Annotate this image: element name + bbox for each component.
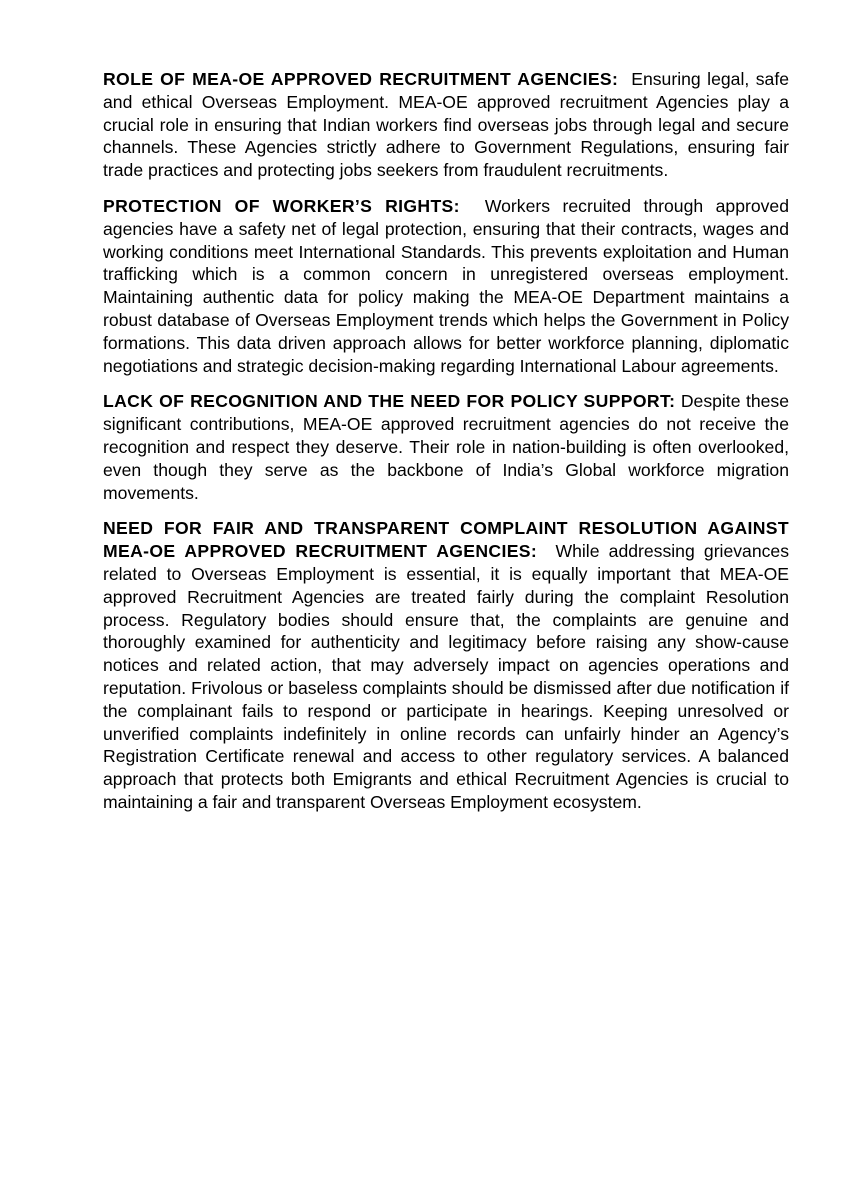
section-body: Despite these significant contributions, MEA-OE approved recruitment agencies do not receive the recognition and respect they deserve. Their role in nation-building is often overlooked, even though they serve as the backbone of India’s Global workforce migration movements. xyxy=(103,391,790,503)
section-body: Ensuring legal, safe and ethical Overseas Employment. MEA-OE approved recruitment Agencies play a crucial role in ensuring that Indian workers find overseas jobs through legal and secure channels. These Agencies strictly adhere to Government Regulations, ensuring fair trade practices and protecting jobs seekers from fraudulent recruitments. xyxy=(103,69,790,181)
section-heading: NEED FOR FAIR AND TRANSPARENT COMPLAINT RESOLUTION AGAINST MEA-OE APPROVED RECRUITMENT AGENCIES: xyxy=(103,518,789,562)
section-heading: ROLE OF MEA-OE APPROVED RECRUITMENT AGENCIES: xyxy=(103,69,619,89)
paragraph-complaint-resolution xyxy=(103,517,789,813)
paragraph-role-of-agencies xyxy=(103,68,789,182)
document-page xyxy=(103,68,789,827)
section-body: Workers recruited through approved agencies have a safety net of legal protection, ensuring that their contracts, wages and working conditions meet International Standards. This prevents exploitation and Human trafficking which is a common concern in unregistered overseas employment. Maintaining authentic data for policy making the MEA-OE Department maintains a robust database of Overseas Employment trends which helps the Government in Policy formations. This data driven approach allows for better workforce planning, diplomatic negotiations and strategic decision-making regarding International Labour agreements. xyxy=(103,195,790,376)
paragraph-worker-rights xyxy=(103,195,789,377)
section-body: While addressing grievances related to Overseas Employment is essential, it is equally important that MEA-OE approved Recruitment Agencies are treated fairly during the complaint Resolution process. Regulatory bodies should ensure that, the complaints are genuine and thoroughly examined for authenticity and legitimacy before raising any show-cause notices and related action, that may adversely impact on agencies operations and reputation. Frivolous or baseless complaints should be dismissed after due notification if the complainant fails to respond or participate in hearings. Keeping unresolved or unverified complaints indefinitely in online records can unfairly hinder an Agency’s Registration Certificate renewal and access to other regulatory services. A balanced approach that protects both Emigrants and ethical Recruitment Agencies is crucial to maintaining a fair and transparent Overseas Employment ecosystem. xyxy=(103,541,789,812)
paragraph-lack-of-recognition xyxy=(103,390,789,504)
section-heading: LACK OF RECOGNITION AND THE NEED FOR POLICY SUPPORT: xyxy=(103,391,676,412)
section-heading: PROTECTION OF WORKER’S RIGHTS: xyxy=(103,195,460,216)
